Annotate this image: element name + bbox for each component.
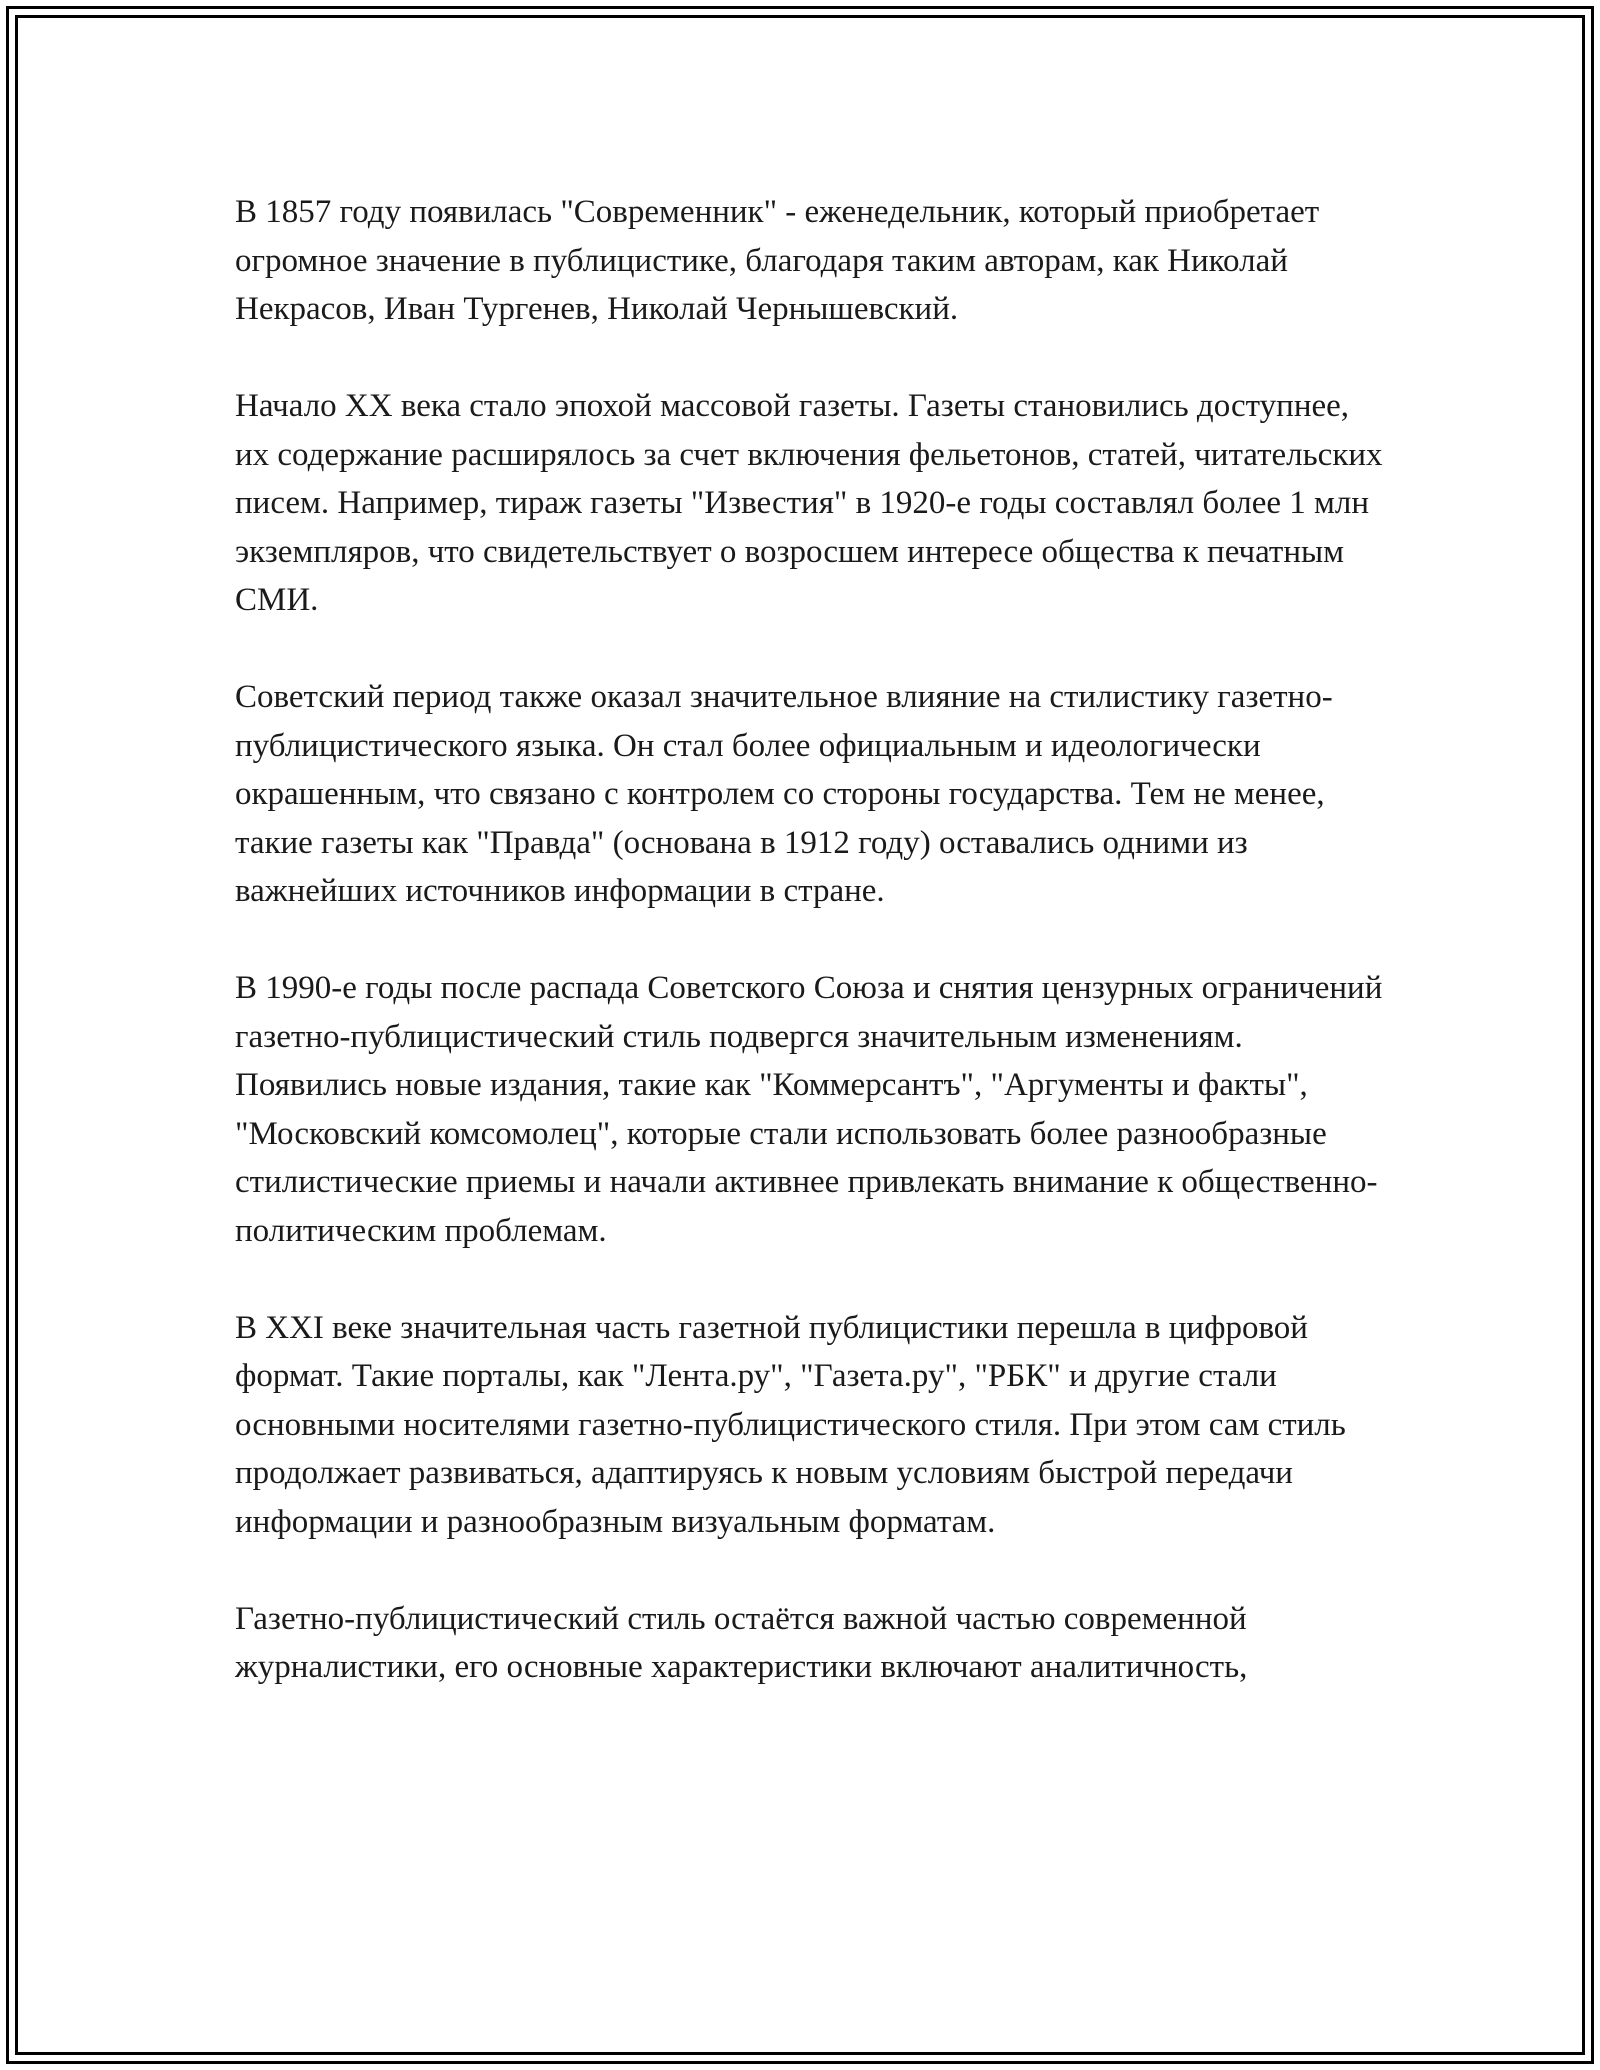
paragraph-mass-newspaper: Начало XX века стало эпохой массовой газеты. Газеты становились доступнее, их содержание расширялось за счет включения фельетонов, статей, читательских писем. Например, тираж газеты "Известия" в 1920-е годы составлял более 1 млн экземпляров, что свидетельствует о возросшем интересе общества к печатным СМИ. xyxy=(235,388,1383,618)
document-body xyxy=(235,188,1385,1740)
paragraph-conclusion: Газетно-публицистический стиль остаётся важной частью современной журналистики, его основные характеристики включают аналитичность, xyxy=(235,1600,1248,1685)
paragraph-21st-century: В XXI веке значительная часть газетной публицистики перешла в цифровой формат. Такие порталы, как "Лента.ру", "Газета.ру", "РБК" и другие стали основными носителями газетно-публицистического стиля. При этом сам стиль продолжает развиваться, адаптируясь к новым условиям быстрой передачи информации и разнообразным визуальным форматам. xyxy=(235,1309,1346,1540)
paragraph-1990s: В 1990-е годы после распада Советского Союза и снятия цензурных ограничений газетно-публицистический стиль подвергся значительным изменениям. Появились новые издания, такие как "Коммерсантъ", "Аргументы и факты", "Московский комсомолец", которые стали использовать более разнообразные стилистические приемы и начали активнее привлекать внимание к общественно-политическим проблемам. xyxy=(235,970,1383,1249)
paragraph-sovremennik: В 1857 году появилась "Современник" - еженедельник, который приобретает огромное значение в публицистике, благодаря таким авторам, как Николай Некрасов, Иван Тургенев, Николай Чернышевский. xyxy=(235,194,1320,327)
paragraph-soviet-period: Советский период также оказал значительное влияние на стилистику газетно-публицистического языка. Он стал более официальным и идеологически окрашенным, что связано с контролем со стороны государства. Тем не менее, такие газеты как "Правда" (основана в 1912 году) оставались одними из важнейших источников информации в стране. xyxy=(235,679,1333,909)
